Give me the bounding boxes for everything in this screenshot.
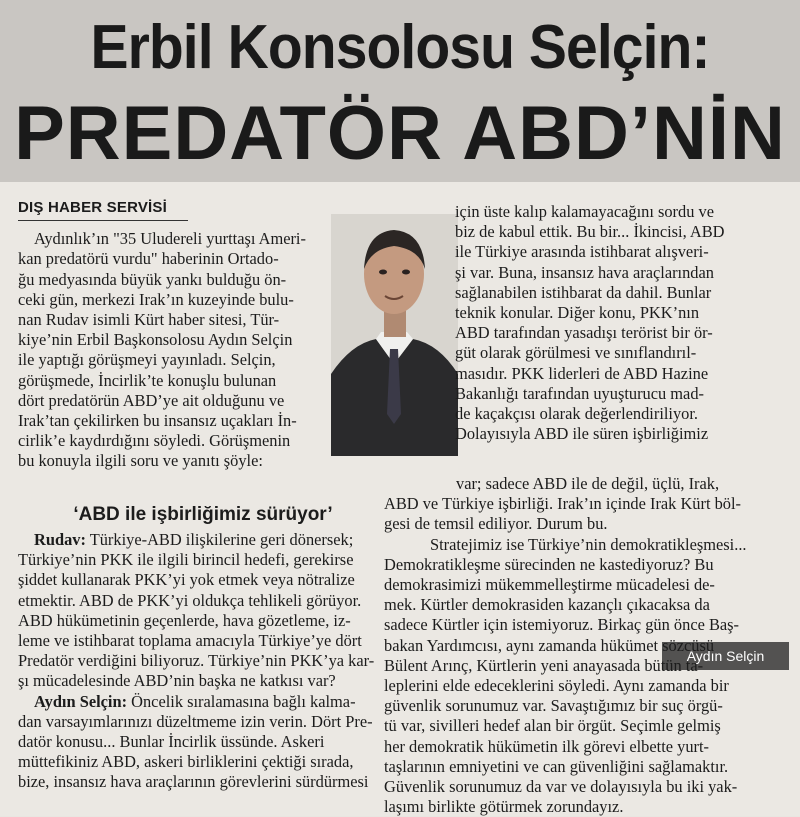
question-speaker: Rudav: xyxy=(34,530,86,549)
question-line: ABD hükümetinin geçenlerde, hava gözetleme, iz- xyxy=(18,610,351,630)
body-line: için üste kalıp kalamayacağını sordu ve xyxy=(455,202,714,221)
answer-line: dan varsayımlarınızı düzeltmeme izin verin. Dört Pre- xyxy=(18,711,373,731)
body-line: masıdır. PKK liderleri de ABD Hazine xyxy=(455,363,709,383)
intro-text xyxy=(18,229,336,471)
body-line: ABD ve Türkiye işbirliği. Irak’ın içinde Irak Kürt böl- xyxy=(384,494,742,514)
body-line: şi var. Buna, insansız hava araçlarından xyxy=(455,262,714,282)
answer-line: datör konusu... Bunlar İncirlik üssünde. Askeri xyxy=(18,732,325,752)
body-line: Dolayısıyla ABD ile süren işbirliğimiz xyxy=(455,424,709,444)
intro-line: görüşmede, İncirlik’te konuşlu bulunan xyxy=(18,370,277,390)
right-column-lower xyxy=(384,474,786,817)
headline-line-2: PREDATÖR ABD’NİN xyxy=(14,91,786,176)
intro-line: Aydınlık’ın "35 Uludereli yurttaşı Ameri- xyxy=(34,229,306,249)
intro-line: Irak’tan çekilirken bu insansız uçakları İn- xyxy=(18,411,297,431)
question-line: Türkiye’nin PKK ile ilgili birincil hedefi, gerekirse xyxy=(18,550,354,570)
question-line: şiddet kullanarak PKK’yi yok etmek veya nötralize xyxy=(18,570,355,590)
body-line: biz de kabul ettik. Bu bir... İkincisi, ABD xyxy=(455,222,725,242)
body-line: sağlanabilen istihbarat da dahil. Bunlar xyxy=(455,282,712,302)
headline-line-1: Erbil Konsolosu Selçin: xyxy=(90,13,710,82)
body-line: Demokratikleşme sürecinden ne kastediyoruz? Bu xyxy=(384,554,714,574)
right-column-upper xyxy=(455,202,785,444)
intro-line: nan Rudav isimli Kürt haber sitesi, Tür- xyxy=(18,310,280,330)
answer-line: müttefikiniz ABD, askeri birliklerini çektiği sırada, xyxy=(18,752,354,772)
body-line: taşlarının emniyetini ve can güvenliğini sağlamaktır. xyxy=(384,756,729,776)
headline-banner xyxy=(0,0,800,182)
body-line: teknik konular. Diğer konu, PKK’nın xyxy=(455,303,700,323)
question-line: şı mücadelesinde ABD’nin başka ne katkısı var? xyxy=(18,671,336,691)
intro-line: ile yaptığı görüşmeyi yayınladı. Selçin, xyxy=(18,350,276,370)
body-line: mek. Kürtler demokrasiden kazançlı çıkacaksa da xyxy=(384,595,710,615)
question-line xyxy=(18,530,388,550)
body-line: Stratejimiz ise Türkiye’nin demokratikleşmesi... xyxy=(430,534,747,554)
intro-line: dört predatörün ABD’ye ait olduğunu ve xyxy=(18,390,285,410)
body-line: Güvenlik sorunumuz da var ve dolayısıyla bu iki yak- xyxy=(384,777,738,797)
body-line: tü var, sivilleri hedef alan bir örgüt. Seçimle gelmiş xyxy=(384,716,721,736)
body-line: sadece Kürtler için istemiyoruz. Birkaç gün önce Baş- xyxy=(384,615,740,635)
portrait-illustration xyxy=(331,214,458,456)
question-text: Türkiye-ABD ilişkilerine geri dönersek; xyxy=(85,530,354,549)
body-line: Bakanlığı tarafından uyuşturucu mad- xyxy=(455,383,704,403)
photo-caption: Aydın Selçin xyxy=(662,642,789,670)
body-line: demokrasimizi mükemmelleştirme mücadelesi de- xyxy=(384,575,715,595)
body-line: Bülent Arınç, Kürtlerin yeni anayasada bütün ta- xyxy=(384,655,704,675)
intro-line: bu konuyla ilgili soru ve yanıtı şöyle: xyxy=(18,451,263,471)
body-line: var; sadece ABD ile de değil, üçlü, Irak, xyxy=(456,474,720,493)
body-line: laşımı birlikte götürmek zorundayız. xyxy=(384,797,624,817)
body-line: bakan Yardımcısı, aynı zamanda hükümet sözcüsü xyxy=(384,635,715,655)
answer-speaker: Aydın Selçin: xyxy=(34,691,128,711)
question-line: etmektir. ABD de PKK’yi oldukça tehlikeli görüyor. xyxy=(18,590,362,610)
intro-line: kan predatörü vurdu" haberinin Ortado- xyxy=(18,249,279,269)
question-line: leme ve istihbarat toplama amacıyla Türkiye’ye dört xyxy=(18,631,362,651)
body-line: de kaçakçısı olarak değerlendiriliyor. xyxy=(455,404,699,424)
intro-line: kiye’nin Erbil Başkonsolosu Aydın Selçin xyxy=(18,330,293,350)
answer-line xyxy=(18,692,388,712)
department-label: DIŞ HABER SERVİSİ xyxy=(18,198,188,221)
question-line: Predatör verdiğini biliyoruz. Türkiye’nin PKK’ya kar- xyxy=(18,651,375,671)
intro-line: ğu medyasında büyük yankı bulduğu ön- xyxy=(18,269,287,289)
body-line: güt olarak görülmesi ve sınıflandırıl- xyxy=(455,343,697,363)
answer-line: bize, insansız hava araçlarının görevlerini sürdürmesi xyxy=(18,772,369,792)
intro-column xyxy=(18,198,336,472)
body-line: her demokratik hükümetin ilk görevi elbette yurt- xyxy=(384,736,709,756)
body-line: ABD tarafından yasadışı terörist bir ör- xyxy=(455,323,713,343)
body-line: ile Türkiye arasında istihbarat alışveri- xyxy=(455,242,709,262)
subheading: ‘ABD ile işbirliğimiz sürüyor’ xyxy=(73,504,333,525)
body-line: gesi de temsil ediliyor. Durum bu. xyxy=(384,514,608,534)
intro-line: cirlik’e kaydırdığını söyledi. Görüşmenin xyxy=(18,431,291,451)
interview-column xyxy=(18,530,388,793)
intro-line: ceki gün, merkezi Irak’ın kuzeyinde bulu- xyxy=(18,289,294,309)
answer-text: Öncelik sıralamasına bağlı kalma- xyxy=(127,691,356,711)
body-line: güvenlik sorunumuz var. Savaştığımız bir suç örgü- xyxy=(384,696,723,716)
body-line: leplerini elde edeceklerini söyledi. Aynı zamanda bir xyxy=(384,676,729,696)
